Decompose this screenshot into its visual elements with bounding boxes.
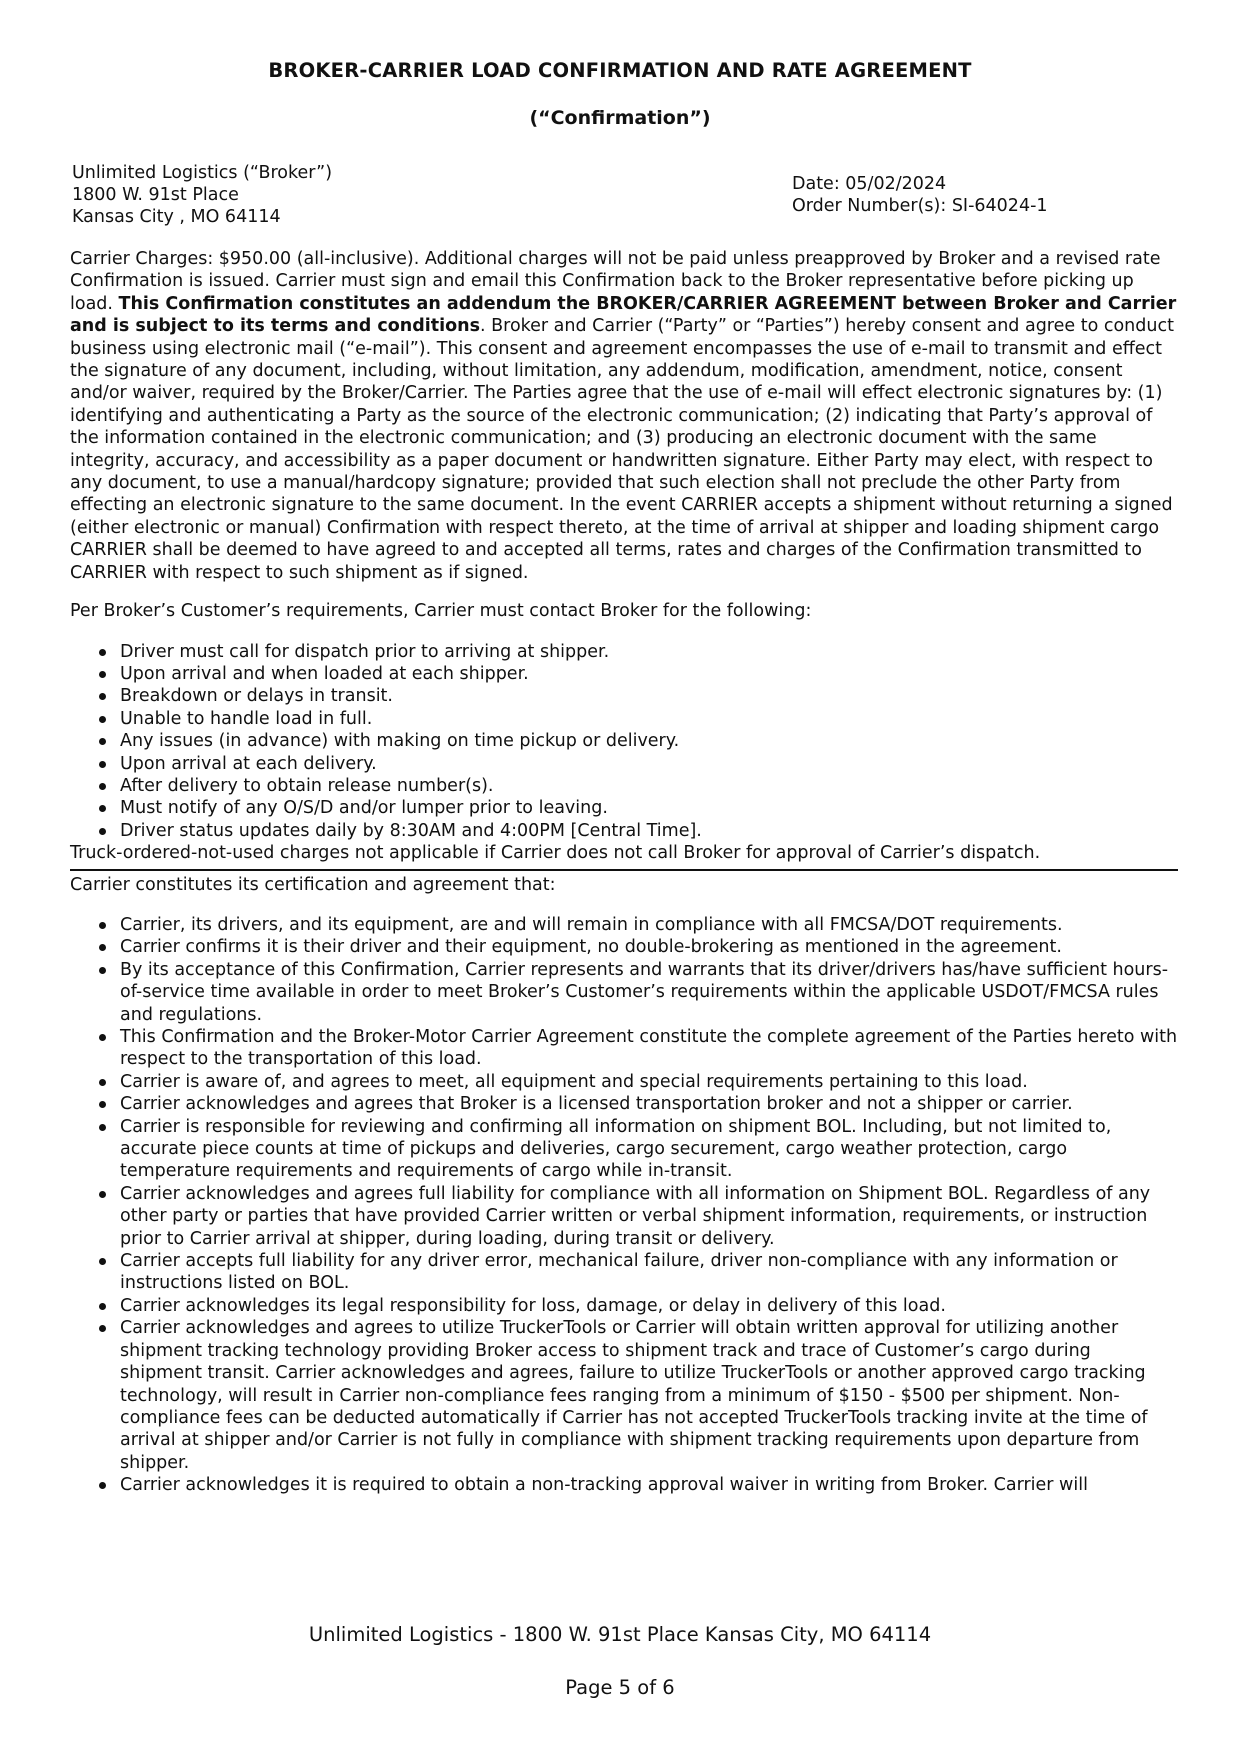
document-subtitle: (“Confirmation”) bbox=[529, 107, 711, 129]
contact-requirements-lead: Per Broker’s Customer’s requirements, Carrier must contact Broker for the following: bbox=[70, 601, 812, 622]
list-item: After delivery to obtain release number(s). bbox=[70, 775, 1178, 797]
footer-address: Unlimited Logistics - 1800 W. 91st Place Kansas City, MO 64114 bbox=[308, 1623, 932, 1646]
certification-list bbox=[70, 914, 1178, 1497]
list-item: Breakdown or delays in transit. bbox=[70, 685, 1178, 707]
list-item: Upon arrival and when loaded at each shipper. bbox=[70, 663, 1178, 685]
list-item: Upon arrival at each delivery. bbox=[70, 753, 1178, 775]
section-divider bbox=[70, 869, 1178, 871]
list-item: Carrier acknowledges and agrees to utilize TruckerTools or Carrier will obtain written approval for utilizing another shipment tracking technology providing Broker access to shipment track and trace of Customer’s cargo during shipment transit. Carrier acknowledges and agrees, failure to utilize TruckerTools or another approved cargo tracking technology, will result in Carrier non-compliance fees ranging from a minimum of $150 - $500 per shipment. Non-compliance fees can be deducted automatically if Carrier has not accepted TruckerTools tracking invite at the time of arrival at shipper and/or Carrier is not fully in compliance with shipment tracking requirements upon departure from shipper. bbox=[70, 1317, 1178, 1474]
terms-intro-bold: This Confirmation constitutes an addendum the BROKER/CARRIER AGREEMENT between Broker and Carrier and is subject to its terms and conditions bbox=[70, 293, 1177, 337]
certification-lead: Carrier constitutes its certification and agreement that: bbox=[70, 874, 556, 895]
list-item: By its acceptance of this Confirmation, Carrier represents and warrants that its driver/drivers has/have sufficient hours-of-service time available in order to meet Broker’s Customer’s requirements within the applicable USDOT/FMCSA rules and regulations. bbox=[70, 959, 1178, 1026]
document-title: BROKER-CARRIER LOAD CONFIRMATION AND RATE AGREEMENT bbox=[268, 59, 972, 82]
terms-paragraph bbox=[70, 248, 1178, 584]
list-item: Carrier, its drivers, and its equipment, are and will remain in compliance with all FMCSA/DOT requirements. bbox=[70, 914, 1178, 936]
tonu-note: Truck-ordered-not-used charges not applicable if Carrier does not call Broker for approval of Carrier’s dispatch. bbox=[70, 843, 1041, 864]
list-item: Carrier accepts full liability for any driver error, mechanical failure, driver non-compliance with any information or instructions listed on BOL. bbox=[70, 1250, 1178, 1295]
contact-requirements-list bbox=[70, 641, 1178, 843]
list-item: Must notify of any O/S/D and/or lumper prior to leaving. bbox=[70, 797, 1178, 819]
order-numbers: Order Number(s): SI-64024-1 bbox=[792, 196, 1048, 216]
list-item: Driver must call for dispatch prior to arriving at shipper. bbox=[70, 641, 1178, 663]
list-item: Carrier acknowledges it is required to obtain a non-tracking approval waiver in writing from Broker. Carrier will bbox=[70, 1474, 1178, 1496]
broker-name: Unlimited Logistics (“Broker”) bbox=[72, 163, 333, 183]
page-number: Page 5 of 6 bbox=[565, 1676, 675, 1699]
order-date: Date: 05/02/2024 bbox=[792, 174, 947, 194]
list-item: Carrier is responsible for reviewing and confirming all information on shipment BOL. Including, but not limited to, accurate piece counts at time of pickups and deliveries, cargo securement, cargo weather protection, cargo temperature requirements and requirements of cargo while in-transit. bbox=[70, 1116, 1178, 1183]
list-item: Any issues (in advance) with making on time pickup or delivery. bbox=[70, 730, 1178, 752]
terms-intro-part2: . Broker and Carrier (“Party” or “Parties”) hereby consent and agree to conduct business using electronic mail (“e-mail”). This consent and agreement encompasses the use of e-mail to transmit and effect the signature of any document, including, without limitation, any addendum, modification, amendment, notice, consent and/or waiver, required by the Broker/Carrier. The Parties agree that the use of e-mail will effect electronic signatures by: (1) identifying and authenticating a Party as the source of the electronic communication; (2) indicating that Party’s approval of the information contained in the electronic communication; and (3) producing an electronic document with the same integrity, accuracy, and accessibility as a paper document or handwritten signature. Either Party may elect, with respect to any document, to use a manual/hardcopy signature; provided that such election shall not preclude the other Party from effecting an electronic signature to the same document. In the event CARRIER accepts a shipment without returning a signed (either electronic or manual) Confirmation with respect thereto, at the time of arrival at shipper and loading shipment cargo CARRIER shall be deemed to have agreed to and accepted all terms, rates and charges of the Confirmation transmitted to CARRIER with respect to such shipment as if signed. bbox=[70, 316, 1174, 583]
list-item: Carrier confirms it is their driver and their equipment, no double-brokering as mentioned in the agreement. bbox=[70, 936, 1178, 958]
terms-intro-part1: Carrier Charges: $950.00 (all-inclusive). Additional charges will not be paid unless preapproved by Broker and a revised rate Confirmation is issued. Carrier must sign and email this Confirmation back to the Broker representative before picking up load. bbox=[70, 249, 1161, 314]
agreement-body bbox=[70, 248, 1178, 1497]
order-meta-block bbox=[792, 173, 1212, 217]
list-item: Driver status updates daily by 8:30AM and 4:00PM [Central Time]. bbox=[70, 820, 1178, 842]
broker-address-block bbox=[72, 162, 592, 228]
broker-address-line2: Kansas City , MO 64114 bbox=[72, 207, 281, 227]
list-item: This Confirmation and the Broker-Motor Carrier Agreement constitute the complete agreement of the Parties hereto with respect to the transportation of this load. bbox=[70, 1026, 1178, 1071]
list-item: Carrier acknowledges its legal responsibility for loss, damage, or delay in delivery of this load. bbox=[70, 1295, 1178, 1317]
list-item: Carrier is aware of, and agrees to meet, all equipment and special requirements pertaining to this load. bbox=[70, 1071, 1178, 1093]
list-item: Unable to handle load in full. bbox=[70, 708, 1178, 730]
list-item: Carrier acknowledges and agrees that Broker is a licensed transportation broker and not a shipper or carrier. bbox=[70, 1093, 1178, 1115]
broker-address-line1: 1800 W. 91st Place bbox=[72, 185, 239, 205]
list-item: Carrier acknowledges and agrees full liability for compliance with all information on Shipment BOL. Regardless of any other party or parties that have provided Carrier written or verbal shipment information, requirements, or instruction prior to Carrier arrival at shipper, during loading, during transit or delivery. bbox=[70, 1183, 1178, 1250]
